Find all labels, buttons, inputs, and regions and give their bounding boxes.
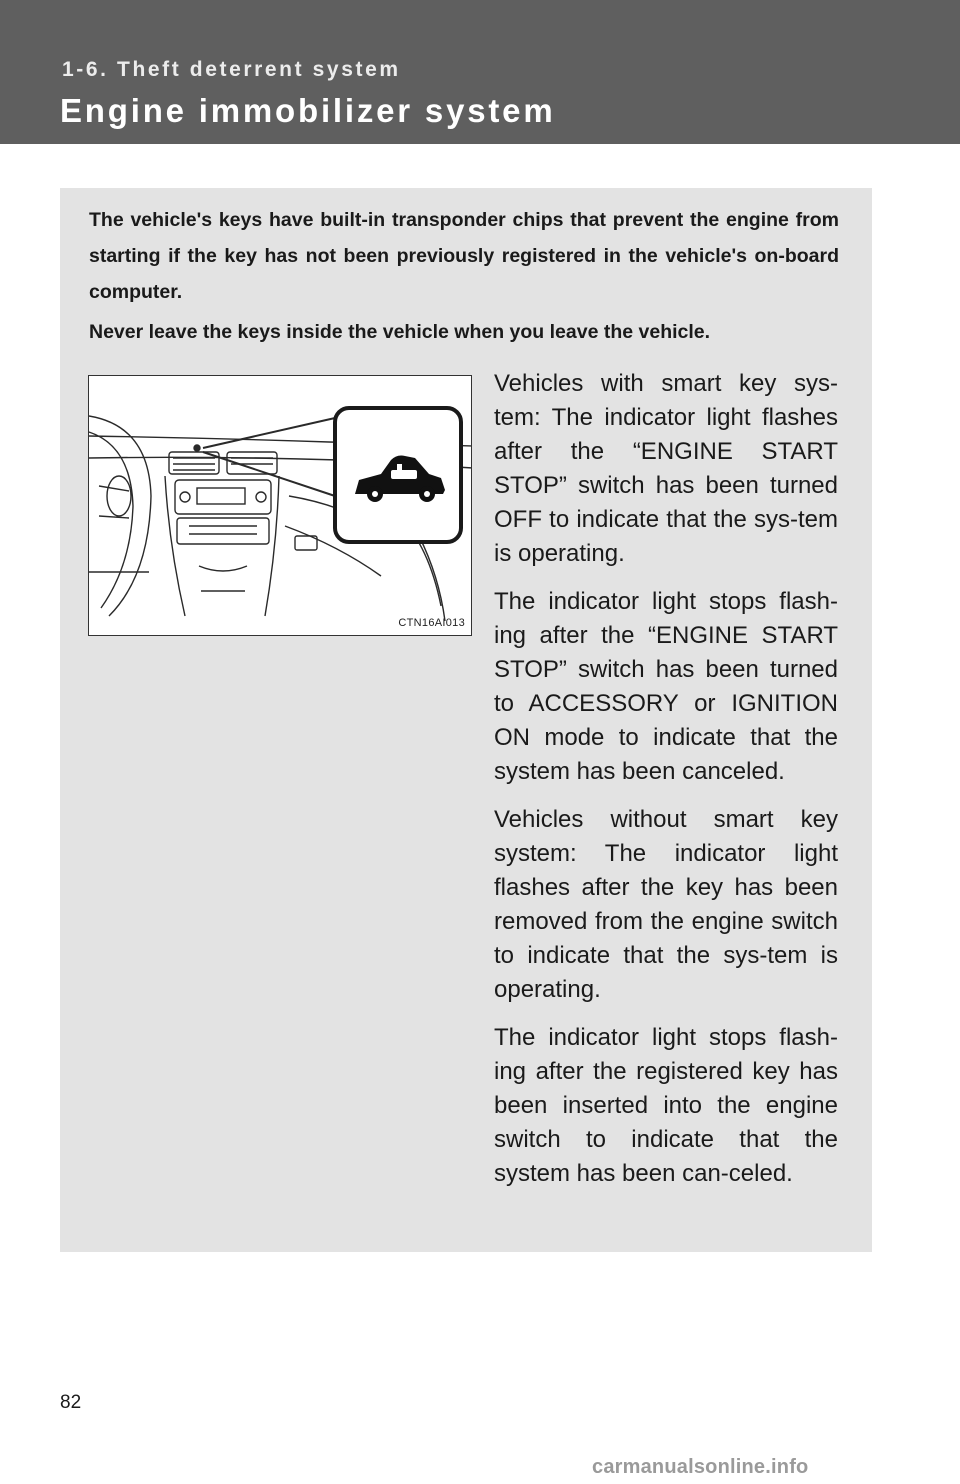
page-header: [0, 0, 960, 144]
figure-code: CTN16AI013: [398, 617, 465, 629]
paragraph-smart-key-canceled: The indicator light stops flash-ing after the “ENGINE START STOP” switch has been turned to ACCESSORY or IGNITION ON mode to indicate that the system has been canceled.: [494, 588, 838, 785]
dashboard-drawing: [89, 376, 472, 636]
description-column: [494, 367, 838, 1205]
dashboard-illustration: [88, 375, 472, 636]
paragraph-no-smart-key-canceled: The indicator light stops flash-ing after the registered key has been inserted into the engine switch to indicate that the system has been can-celed.: [494, 1024, 838, 1187]
paragraph-no-smart-key-operating: Vehicles without smart key system: The indicator light flashes after the key has been removed from the engine switch to indicate that the sys-tem is operating.: [494, 806, 838, 1003]
intro-text: The vehicle's keys have built-in transponder chips that prevent the engine from starting if the key has not been previously registered in the vehicle's on-board computer.: [89, 209, 839, 303]
watermark: carmanualsonline.info: [592, 1456, 809, 1478]
section-label: 1-6. Theft deterrent system: [62, 58, 401, 81]
page-title: Engine immobilizer system: [60, 92, 556, 129]
warning-text: Never leave the keys inside the vehicle when you leave the vehicle.: [89, 321, 711, 343]
page-number: 82: [60, 1392, 82, 1413]
paragraph-smart-key-operating: Vehicles with smart key sys-tem: The indicator light flashes after the “ENGINE START STOP” switch has been turned OFF to indicate that the sys-tem is operating.: [494, 370, 838, 567]
